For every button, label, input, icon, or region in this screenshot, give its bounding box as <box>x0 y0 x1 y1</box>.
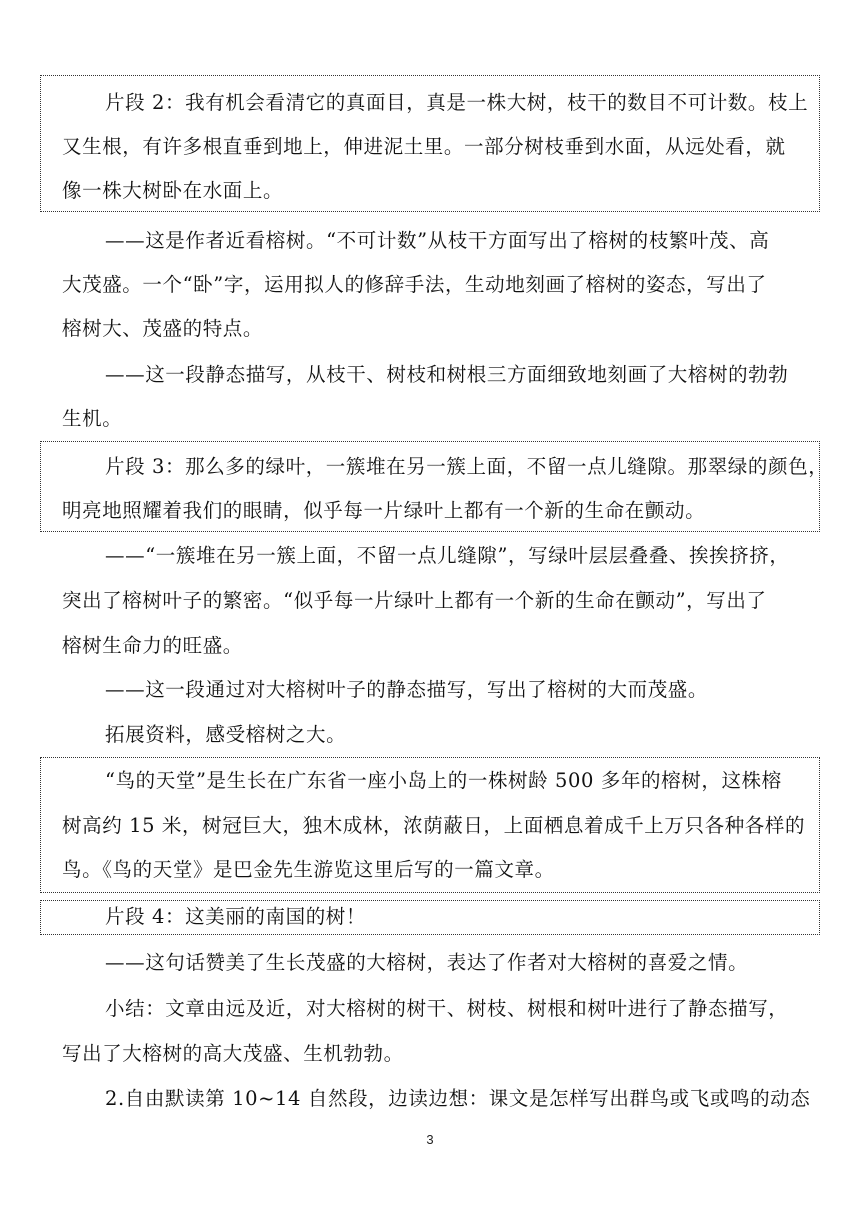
excerpt-3-line: 片段 3：那么多的绿叶，一簇堆在另一簇上面，不留一点儿缝隙。那翠绿的颜色， <box>105 455 829 478</box>
extended-material-line: 树高约 15 米，树冠巨大，独木成林，浓荫蔽日，上面栖息着成千上万只各种各样的 <box>62 814 806 837</box>
analysis-line: ——“一簇堆在另一簇上面，不留一点儿缝隙”，写绿叶层层叠叠、挨挨挤挤， <box>105 544 790 567</box>
analysis-line: 榕树大、茂盛的特点。 <box>62 317 264 340</box>
analysis-line: 大茂盛。一个“卧”字，运用拟人的修辞手法，生动地刻画了榕树的姿态，写出了 <box>62 273 767 296</box>
analysis-line: ——这一段静态描写，从枝干、树枝和树根三方面细致地刻画了大榕树的勃勃 <box>105 363 789 386</box>
analysis-line: 生机。 <box>62 407 123 430</box>
excerpt-2-line: 像一株大树卧在水面上。 <box>62 179 284 202</box>
analysis-line: ——这句话赞美了生长茂盛的大榕树，表达了作者对大榕树的喜爱之情。 <box>105 951 749 974</box>
analysis-line: ——这是作者近看榕树。“不可计数”从枝干方面写出了榕树的枝繁叶茂、高 <box>105 229 770 252</box>
excerpt-4-line: 片段 4：这美丽的南国的树！ <box>105 905 367 928</box>
analysis-line: ——这一段通过对大榕树叶子的静态描写，写出了榕树的大而茂盛。 <box>105 678 709 701</box>
extend-intro: 拓展资料，感受榕树之大。 <box>105 723 347 746</box>
excerpt-2-line: 片段 2：我有机会看清它的真面目，真是一株大树，枝干的数目不可计数。枝上 <box>105 91 809 114</box>
page-number: 3 <box>426 1132 434 1147</box>
excerpt-3-line: 明亮地照耀着我们的眼睛，似乎每一片绿叶上都有一个新的生命在颤动。 <box>62 499 706 522</box>
analysis-line: 榕树生命力的旺盛。 <box>62 634 243 657</box>
summary-line: 小结：文章由远及近，对大榕树的树干、树枝、树根和树叶进行了静态描写， <box>105 997 789 1020</box>
extended-material-line: 鸟。《鸟的天堂》是巴金先生游览这里后写的一篇文章。 <box>62 858 555 881</box>
task-line: 2.自由默读第 10~14 自然段，边读边想：课文是怎样写出群鸟或飞或鸣的动态 <box>105 1087 811 1110</box>
extended-material-line: “鸟的天堂”是生长在广东省一座小岛上的一株树龄 500 多年的榕树，这株榕 <box>105 769 782 792</box>
summary-line: 写出了大榕树的高大茂盛、生机勃勃。 <box>62 1042 404 1065</box>
excerpt-2-line: 又生根，有许多根直垂到地上，伸进泥土里。一部分树枝垂到水面，从远处看，就 <box>62 135 786 158</box>
analysis-line: 突出了榕树叶子的繁密。“似乎每一片绿叶上都有一个新的生命在颤动”，写出了 <box>62 589 767 612</box>
